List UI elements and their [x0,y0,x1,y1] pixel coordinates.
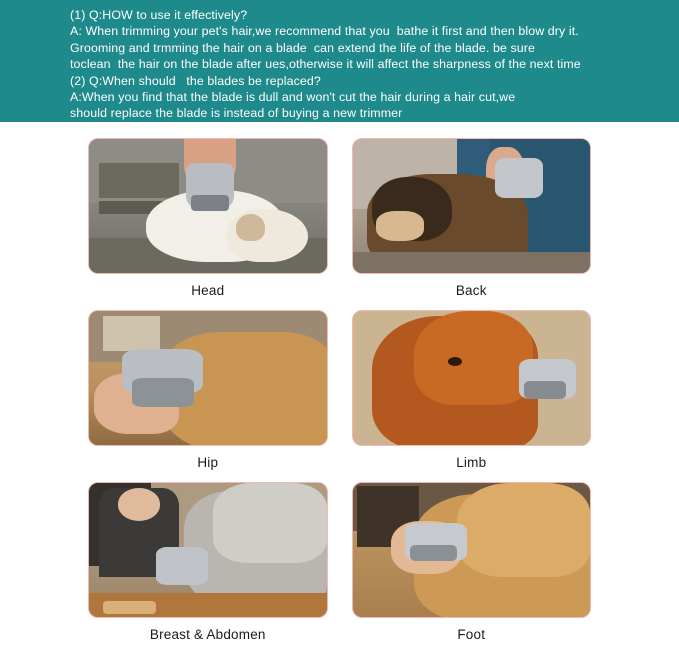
photo-hip [88,310,328,446]
gallery-item [88,482,328,654]
photo-limb [352,310,592,446]
gallery-item [352,138,592,310]
faq-line-2: A: When trimming your pet's hair,we recommend that you bathe it first and then blow dry it. [70,24,579,39]
photo-head [88,138,328,274]
caption-limb: Limb [456,455,487,470]
photo-back [352,138,592,274]
caption-back: Back [455,283,487,298]
gallery-item [352,310,592,482]
gallery-item [352,482,592,654]
faq-line-7: should replace the blade is instead of buying a new trimmer [70,106,403,121]
usage-area-gallery [0,122,679,654]
caption-hip: Hip [197,455,219,470]
faq-line-4: toclean the hair on the blade after ues,otherwise it will affect the sharpness of the next time [70,57,581,72]
faq-line-1: (1) Q:HOW to use it effectively? [70,8,248,22]
faq-line-6: A:When you find that the blade is dull and won't cut the hair during a hair cut,we [70,90,516,105]
faq-line-5: (2) Q:When should the blades be replaced? [70,73,321,88]
photo-foot [352,482,592,618]
faq-line-3: Grooming and trmming the hair on a blade can extend the life of the blade. be sure [70,40,535,55]
gallery-item [88,138,328,310]
faq-banner [0,0,679,122]
caption-foot: Foot [457,627,486,642]
gallery-item [88,310,328,482]
caption-breast-abdomen: Breast & Abdomen [149,627,266,642]
photo-breast-abdomen [88,482,328,618]
caption-head: Head [191,283,225,298]
